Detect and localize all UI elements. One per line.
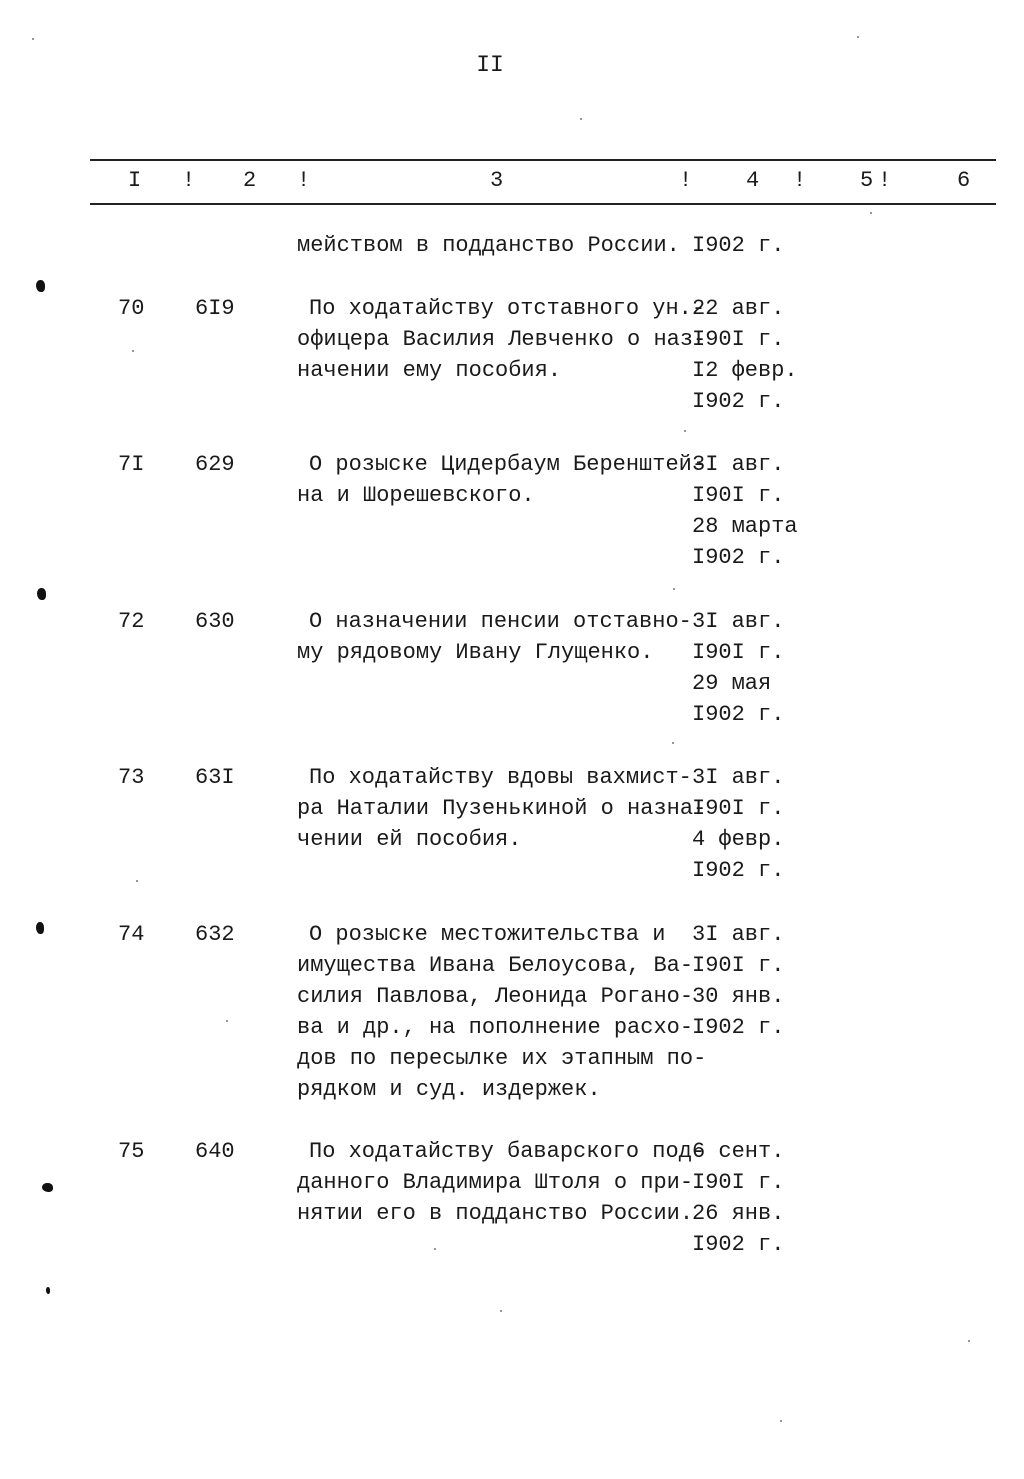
entry-description-line: чении ей пособия. [297, 827, 522, 852]
entry-date-line: 3I авг. [692, 765, 785, 790]
header-col-2: 2 [243, 168, 257, 193]
scan-speck [780, 1420, 782, 1422]
entry-description-line: силия Павлова, Леонида Рогано- [297, 984, 694, 1009]
entry-description-line: начении ему пособия. [297, 358, 562, 383]
scan-speck [580, 118, 582, 120]
scan-speck [32, 38, 34, 40]
entry-date-line: I902 г. [692, 1232, 785, 1257]
binding-mark [42, 1183, 53, 1192]
entry-date-line: I90I г. [692, 640, 785, 665]
scan-speck [226, 1020, 228, 1022]
entry-description-line: на и Шорешевского. [297, 483, 535, 508]
scan-speck [870, 212, 872, 214]
entry-description-line: ра Наталии Пузенькиной о назна- [297, 796, 707, 821]
page-number: II [476, 52, 504, 78]
entry-file: 6I9 [195, 296, 235, 321]
entry-date-line: I2 февр. [692, 358, 798, 383]
entry-description-line: ва и др., на пополнение расхо- [297, 1015, 694, 1040]
header-col-1: I [128, 168, 142, 193]
entry-date-line: I902 г. [692, 1015, 785, 1040]
entry-number: 73 [118, 765, 145, 790]
entry-description-line: офицера Василия Левченко о наз- [297, 327, 707, 352]
table-top-rule [90, 159, 996, 161]
entry-file: 63I [195, 765, 235, 790]
entry-date-line: I90I г. [692, 483, 785, 508]
scan-speck [857, 36, 859, 38]
table-bottom-rule [90, 203, 996, 205]
entry-date-line: 6 сент. [692, 1139, 785, 1164]
entry-description-line: По ходатайству баварского под- [309, 1139, 706, 1164]
entry-number: 74 [118, 922, 145, 947]
entry-date-line: 3I авг. [692, 609, 785, 634]
entry-date-line: 28 марта [692, 514, 798, 539]
entry-number: 70 [118, 296, 145, 321]
entry-date-line: I902 г. [692, 702, 785, 727]
entry-date-line: 4 февр. [692, 827, 785, 852]
entry-description-line: му рядовому Ивану Глущенко. [297, 640, 654, 665]
entry-number: 75 [118, 1139, 145, 1164]
entry-description-line: мейством в подданство России. [297, 233, 680, 258]
scan-speck [673, 588, 675, 590]
entry-date-line: I902 г. [692, 858, 785, 883]
scan-speck [968, 1340, 970, 1342]
entry-file: 632 [195, 922, 235, 947]
entry-description-line: дов по пересылке их этапным по- [297, 1046, 707, 1071]
header-col-4: 4 [746, 168, 760, 193]
entry-description-line: О розыске Цидербаум Беренштей- [309, 452, 706, 477]
header-col-3: 3 [490, 168, 504, 193]
entry-file: 640 [195, 1139, 235, 1164]
header-separator: ! [297, 168, 311, 193]
entry-date-line: 22 авг. [692, 296, 785, 321]
entry-date-line: I902 г. [692, 233, 785, 258]
entry-date-line: 3I авг. [692, 452, 785, 477]
entry-date-line: 26 янв. [692, 1201, 785, 1226]
entry-date-line: 3I авг. [692, 922, 785, 947]
scan-speck [500, 1310, 502, 1312]
scan-speck [684, 430, 686, 432]
entry-description-line: О назначении пенсии отставно- [309, 609, 692, 634]
entry-description-line: По ходатайству вдовы вахмист- [309, 765, 692, 790]
entry-description-line: имущества Ивана Белоусова, Ва- [297, 953, 694, 978]
header-col-6: 6 [957, 168, 971, 193]
binding-mark [36, 922, 44, 934]
entry-description-line: рядком и суд. издержек. [297, 1077, 601, 1102]
entry-date-line: I902 г. [692, 545, 785, 570]
entry-description-line: нятии его в подданство России. [297, 1201, 694, 1226]
header-separator: ! [878, 168, 892, 193]
header-separator: ! [679, 168, 693, 193]
entry-date-line: 29 мая [692, 671, 772, 696]
scan-speck [672, 742, 674, 744]
entry-description-line: По ходатайству отставного ун.- [309, 296, 706, 321]
entry-date-line: 30 янв. [692, 984, 785, 1009]
scan-speck [132, 350, 134, 352]
entry-date-line: I90I г. [692, 1170, 785, 1195]
entry-description-line: О розыске местожительства и [309, 922, 666, 947]
header-separator: ! [793, 168, 807, 193]
scan-speck [434, 1248, 436, 1250]
entry-description-line: данного Владимира Штоля о при- [297, 1170, 694, 1195]
header-col-5: 5 [860, 168, 874, 193]
entry-number: 72 [118, 609, 145, 634]
entry-date-line: I90I г. [692, 953, 785, 978]
entry-date-line: I90I г. [692, 327, 785, 352]
binding-mark [37, 588, 46, 600]
entry-number: 7I [118, 452, 145, 477]
scan-speck [136, 880, 138, 882]
entry-file: 630 [195, 609, 235, 634]
binding-mark [46, 1287, 50, 1294]
entry-date-line: I90I г. [692, 796, 785, 821]
header-separator: ! [182, 168, 196, 193]
entry-file: 629 [195, 452, 235, 477]
entry-date-line: I902 г. [692, 389, 785, 414]
binding-mark [36, 280, 45, 292]
